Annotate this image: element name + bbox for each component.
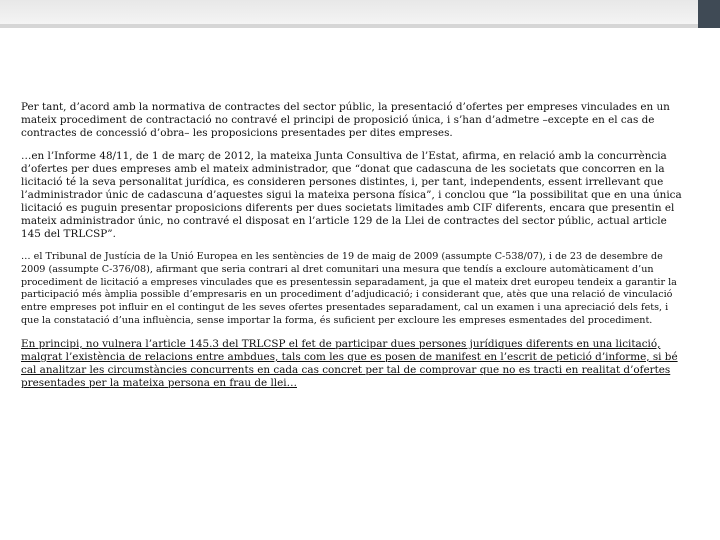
header-divider <box>0 24 700 28</box>
slide-body <box>21 101 685 400</box>
header-band <box>0 0 720 24</box>
paragraph-informe-junta-consultiva: …en l’Informe 48/11, de 1 de març de 2012, la mateixa Junta Consultiva de l’Estat, afirma, en relació amb la concurrència d’ofertes per dues empreses amb el mateix administrador, que “donat que cadascuna de les societats que concorren en la licitació té la seva personalitat jurídica, es consideren persones distintes, i, per tant, independents, essent irrellevant que l’administrador únic de cadascuna d’aquestes sigui la mateixa persona física”, i conclou que “la possibilitat que en una única licitació es puguin presentar proposicions diferents per dues societats limitades amb CIF diferents, encara que presentin el mateix administrador únic, no contravé el disposat en l’article 129 de la Llei de contractes del sector públic, actual article 145 del TRLCSP”. <box>21 150 682 240</box>
paragraph-conclusion: En principi, no vulnera l’article 145.3 del TRLCSP el fet de participar dues persones jurídiques diferents en una licitació, malgrat l’existència de relacions entre ambdues, tals com les que es posen de manifest en l’escrit de petició d’informe, si bé cal analitzar les circumstàncies concurrents en cada cas concret per tal de comprovar que no es tracti en realitat d’ofertes presentades per la mateixa persona en frau de llei… <box>21 337 678 389</box>
slide-header-bar <box>0 0 720 28</box>
paragraph-tribunal-justicia: … el Tribunal de Justícia de la Unió Europea en les sentències de 19 de maig de 2009 (assumpte C-538/07), i de 23 de desembre de 2009 (assumpte C-376/08), afirmant que seria contrari al dret comunitari una mesura que tendís a excloure automàticament d’un procediment de licitació a empreses vinculades que es presentessin separadament, ja que el mateix dret europeu tendeix a garantir la participació més àmplia possible d’empresaris en un procediment d’adjudicació; i considerant que, atès que una relació de vinculació entre empreses pot influir en el contingut de les seves ofertes presentades separadament, cal un examen i una apreciació dels fets, i que la constatació d’una influència, sense importar la forma, és suficient per excloure les empreses esmentades del procediment. <box>21 251 677 326</box>
paragraph-normativa: Per tant, d’acord amb la normativa de contractes del sector públic, la presentació d’ofertes per empreses vinculades en un mateix procediment de contractació no contravé el principi de proposició única, i s’han d’admetre –excepte en el cas de contractes de concessió d’obra– les proposicions presentades per dites empreses. <box>21 101 670 139</box>
header-corner-block <box>698 0 720 28</box>
